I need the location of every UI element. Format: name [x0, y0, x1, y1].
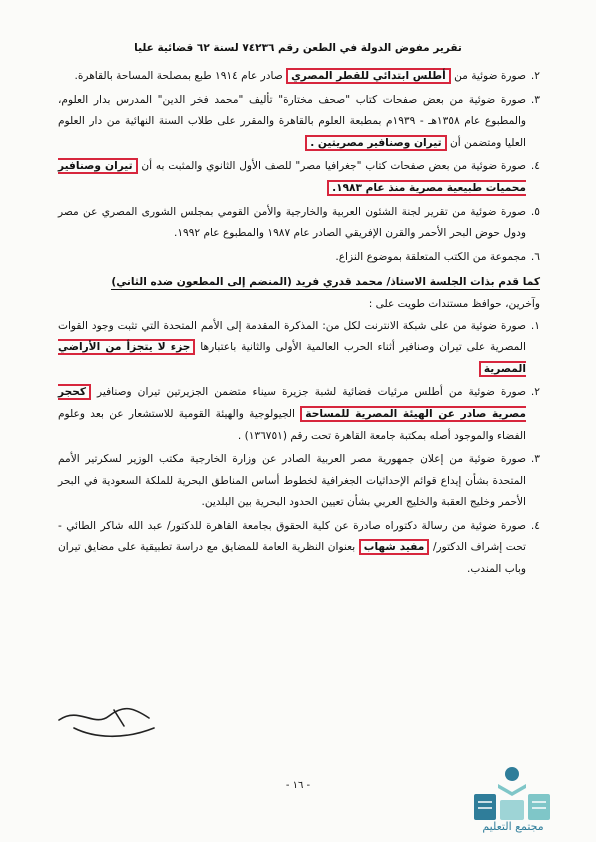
item-text: صورة ضوئية من أطلس مرئيات فضائية لشبة جزيرة سيناء متضمن الجزيرتين تيران وصنافير [97, 386, 526, 399]
list-item [58, 382, 540, 447]
item-number: ٤. [530, 160, 540, 173]
item-text-cont: بعنوان النظرية العامة للمضايق مع دراسة تطبيقية على مضايق تيران وباب المندب. [58, 541, 526, 576]
item-number: ٣. [530, 453, 540, 466]
document-body [58, 66, 540, 581]
logo-text: مجتمع التعليم [482, 820, 544, 833]
item-text: مجموعة من الكتب المتعلقة بموضوع النزاع. [335, 250, 526, 263]
item-text: صورة ضوئية من تقرير لجنة الشئون العربية والخارجية والأمن القومي بمجلس الشورى المصري عن مصر ودول حوض البحر الأحمر والقرن الإفريقي الصادر عام ١٩٨٧ والمطبوع عام ١٩٩٢. [58, 205, 526, 240]
item-text-cont: الجيولوجية والهيئة القومية للاستشعار عن بعد وعلوم الفضاء والموجود أصله بمكتبة جامعة القاهرة تحت رقم (١٣٦٧٥١) . [58, 407, 526, 442]
highlighted-text: مفيد شهاب [359, 539, 430, 555]
item-number: ٢. [530, 70, 540, 82]
highlighted-text: جزء لا يتجزأ من الأراضي المصرية [58, 341, 526, 375]
item-number: ١. [530, 319, 540, 332]
highlighted-text: كحجر مصرية صادر عن الهيئة المصرية للمساحة [58, 386, 526, 420]
list-item [58, 247, 540, 269]
item-text: صورة ضوئية من بعض صفحات كتاب "صحف مختارة" تأليف "محمد فخر الدين" المدرس بدار العلوم، والمطبوع عام ١٣٥٨هـ - ١٩٣٩م بمطبعة العلوم بالقاهرة والمقرر على طلاب السنة النهائية من دار العلوم العليا ومتضمن أن [58, 93, 527, 149]
item-number: ٦. [530, 250, 540, 263]
highlighted-text: تيران وصنافير مصريتين . [305, 135, 446, 151]
item-text: صورة ضوئية من [454, 70, 526, 82]
list-item [58, 90, 540, 155]
item-number: ٤. [530, 519, 540, 532]
item-text: صورة ضوئية من إعلان جمهورية مصر العربية الصادر عن وزارة الخارجية مكتب الوزير لسكرتير الأمم المتحدة بشأن إيداع قوائم الإحداثيات الجغرافية لخطوط أساس المناطق البحرية للملكة السعودية في البحر الأحمر وخليج العقبة والخليج العربي بشأن تعيين الحدود البحرية بين البلدين. [58, 453, 526, 509]
item-text: صورة ضوئية من رسالة دكتوراه صادرة عن كلية الحقوق بجامعة القاهرة للدكتور/ عبد الله شاكر الطائي - تحت إشراف الدكتور/ [58, 519, 526, 554]
list-item [58, 156, 540, 199]
list-item [58, 449, 540, 514]
section-heading: كما قدم بذات الجلسة الاستاذ/ محمد قدري فريد (المنضم إلى المطعون ضده الثاني) [111, 276, 540, 289]
list-item [58, 202, 540, 245]
report-header: تقرير مفوض الدولة في الطعن رقم ٧٤٢٣٦ لسنة ٦٢ قضائية عليا [134, 42, 462, 54]
item-text-cont: صادر عام ١٩١٤ طبع بمصلحة المساحة بالقاهرة. [74, 70, 283, 82]
item-number: ٥. [530, 205, 540, 218]
item-text: صورة ضوئية من بعض صفحات كتاب "جغرافيا مصر" للصف الأول الثانوي والمثبت به أن [141, 160, 526, 173]
item-number: ٣. [530, 93, 540, 106]
list-item [58, 316, 540, 381]
list-item [58, 516, 540, 581]
highlighted-text: تيران وصنافير محميات طبيعية مصرية منذ عام ١٩٨٣. [58, 160, 526, 194]
page-number: - ١٦ - [285, 780, 311, 791]
list-item [58, 66, 540, 88]
item-number: ٢. [530, 386, 540, 399]
signature [54, 698, 164, 748]
highlighted-text: أطلس ابتدائي للقطر المصري [286, 68, 451, 84]
item-text: صورة ضوئية من على شبكة الانترنت لكل من: المذكرة المقدمة إلى الأمم المتحدة التي تثبت وجود القوات المصرية على تيران وصنافير أثناء الحرب العالمية الأولى والثانية باعتبارها [58, 319, 526, 354]
section-intro: وآخرين، حوافظ مستندات طويت على : [368, 297, 540, 310]
